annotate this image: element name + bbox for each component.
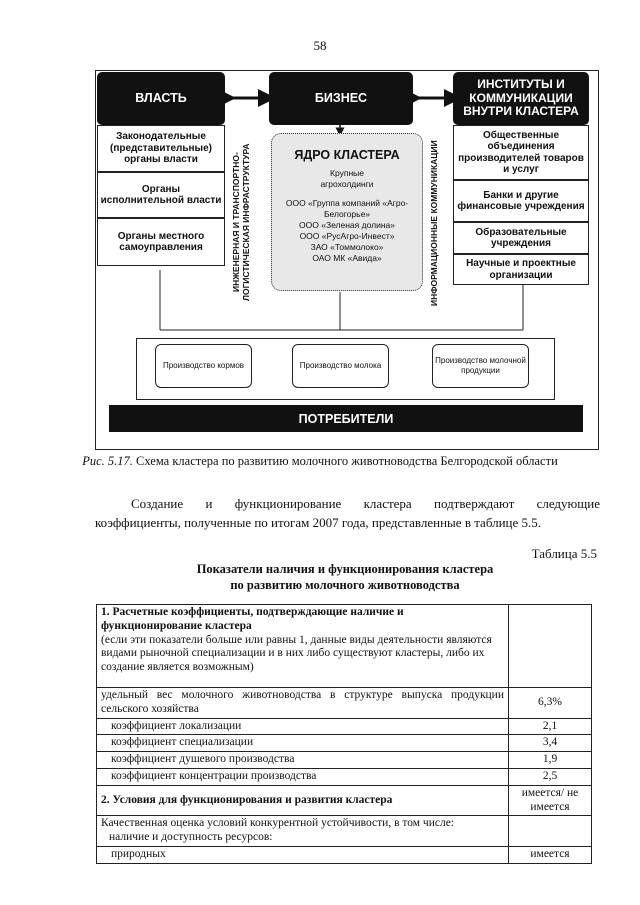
core-company: ЗАО «Томмолоко» xyxy=(310,242,384,253)
table-cell: 3,4 xyxy=(509,735,592,752)
production-dairy: Производство молочной продукции xyxy=(432,344,529,388)
information-label: ИНФОРМАЦИОННЫЕ КОММУНИКАЦИИ xyxy=(429,140,439,306)
section2-sub: наличие и доступность ресурсов: xyxy=(109,831,273,844)
table-title-line: по развитию молочного животноводства xyxy=(230,578,460,593)
paragraph-line: коэффициенты, полученные по итогам 2007 года, представленные в таблице 5.5. xyxy=(95,514,542,530)
table-title xyxy=(0,561,640,594)
institutes-item-education: Образовательные учреждения xyxy=(453,222,589,254)
infrastructure-label: ИНЖЕНЕРНАЯ И ТРАНСПОРТНО-ЛОГИСТИЧЕСКАЯ ИНФРАСТРУКТУРА xyxy=(231,143,251,301)
core-company: ОАО МК «Авида» xyxy=(312,253,382,264)
core-title: ЯДРО КЛАСТЕРА xyxy=(294,148,400,162)
institutes-item-banks: Банки и другие финансовые учреждения xyxy=(453,180,589,222)
table-row xyxy=(97,785,592,816)
table-cell: 2,1 xyxy=(509,718,592,735)
business-header: БИЗНЕС xyxy=(269,72,413,125)
institutes-header: ИНСТИТУТЫ И КОММУНИКАЦИИ ВНУТРИ КЛАСТЕРА xyxy=(453,72,589,125)
caption-label: Рис. 5.17. xyxy=(82,454,133,468)
indicators-table xyxy=(96,604,592,864)
consumers-bar: ПОТРЕБИТЕЛИ xyxy=(109,405,583,432)
table-title-line: Показатели наличия и функционирования кластера xyxy=(196,562,494,576)
institutes-item-science: Научные и проектные организации xyxy=(453,254,589,285)
table-cell: коэффициент концентрации производства xyxy=(97,768,509,785)
power-item-local: Органы местного самоуправления xyxy=(97,218,225,266)
table-cell: удельный вес молочного животноводства в структуре выпуска продукции сельского хозяйства xyxy=(97,688,509,719)
core-company: ООО «Группа компаний «Агро-Белогорье» xyxy=(285,198,409,220)
table-cell xyxy=(97,605,509,688)
figure-caption xyxy=(0,453,640,469)
table-row xyxy=(97,752,592,769)
section2-text: Качественная оценка условий конкурентной устойчивости, в том числе: xyxy=(101,817,455,830)
table-cell: 1,9 xyxy=(509,752,592,769)
table-cell: коэффициент специализации xyxy=(97,735,509,752)
table-row xyxy=(97,718,592,735)
section1-heading: 1. Расчетные коэффициенты, подтверждающие наличие и функционирование кластера xyxy=(101,606,404,632)
power-header: ВЛАСТЬ xyxy=(97,72,225,125)
production-feed: Производство кормов xyxy=(155,344,252,388)
table-cell xyxy=(509,605,592,688)
table-row xyxy=(97,846,592,863)
core-subtitle: Крупные агрохолдинги xyxy=(320,168,374,190)
power-item-executive: Органы исполнительной власти xyxy=(97,172,225,218)
body-paragraph xyxy=(95,495,600,533)
table-row xyxy=(97,768,592,785)
cluster-core xyxy=(271,133,423,291)
table-row xyxy=(97,735,592,752)
section1-note: (если эти показатели больше или равны 1, данные виды деятельности являются видами рыночной специализации и в них либо существуют кластеры, либо их создание является возможным) xyxy=(101,633,492,674)
caption-text: Схема кластера по развитию молочного животноводства Белгородской области xyxy=(136,454,558,468)
production-milk: Производство молока xyxy=(292,344,389,388)
table-row xyxy=(97,816,592,847)
section2-heading: 2. Условия для функционирования и развития кластера xyxy=(97,785,509,816)
table-cell xyxy=(97,816,509,847)
table-cell: имеется/ не имеется xyxy=(509,785,592,816)
institutes-item-associations: Общественные объединения производителей товаров и услуг xyxy=(453,125,589,180)
table-cell: природных xyxy=(97,846,509,863)
table-row xyxy=(97,605,592,688)
core-company: ООО «РусАгро-Инвест» xyxy=(299,231,395,242)
table-number: Таблица 5.5 xyxy=(531,546,597,561)
paragraph-line: Создание и функционирование кластера подтверждают следующие xyxy=(131,496,600,511)
table-cell: коэффициент душевого производства xyxy=(97,752,509,769)
table-row xyxy=(97,688,592,719)
power-item-legislative: Законодательные (представительные) органы власти xyxy=(97,125,225,172)
table-cell: коэффициент локализации xyxy=(97,718,509,735)
core-company: ООО «Зеленая долина» xyxy=(299,220,395,231)
page-number: 58 xyxy=(313,38,327,53)
table-cell: 6,3% xyxy=(509,688,592,719)
table-cell: имеется xyxy=(509,846,592,863)
table-cell xyxy=(509,816,592,847)
table-cell: 2,5 xyxy=(509,768,592,785)
